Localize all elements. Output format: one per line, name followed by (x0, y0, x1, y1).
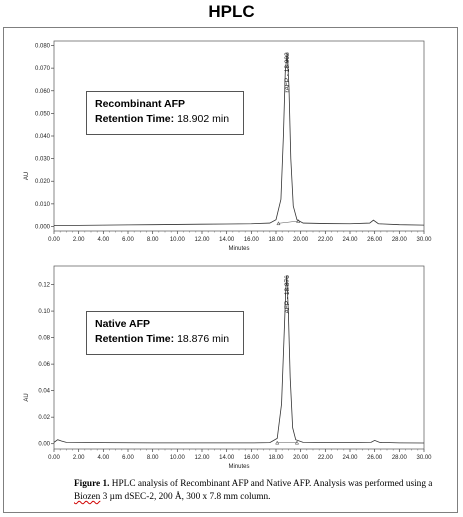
caption-underlined-word: Biozen (74, 492, 101, 502)
chromatogram-trace (54, 275, 424, 443)
y-tick-label: 0.04 (38, 388, 50, 395)
y-tick-label: 0.000 (34, 224, 50, 231)
x-tick-label: 28.00 (391, 237, 407, 243)
info-name: Native AFP (95, 318, 151, 330)
page-title: HPLC (208, 2, 255, 21)
x-tick-label: 22.00 (317, 237, 333, 243)
caption-text-2: 3 µm dSEC-2, 200 Å, 300 x 7.8 mm column. (102, 492, 271, 502)
x-tick-label: 0.00 (48, 455, 60, 461)
x-tick-label: 8.00 (146, 237, 159, 243)
info-box-native (86, 311, 244, 355)
x-tick-label: 16.00 (243, 455, 259, 461)
x-tick-label: 18.00 (268, 237, 284, 243)
x-tick-label: 14.00 (219, 455, 235, 461)
peak-label: rAFP - 18.902 (284, 52, 292, 93)
chromatogram-trace (54, 52, 424, 225)
y-tick-label: 0.070 (34, 66, 50, 73)
x-tick-label: 20.00 (293, 455, 309, 461)
x-tick-label: 24.00 (342, 237, 358, 243)
x-tick-label: 20.00 (293, 237, 309, 243)
plot-area (54, 41, 424, 231)
info-retention-time: Retention Time: 18.876 min (95, 333, 230, 345)
plot-area (54, 266, 424, 449)
x-axis-title: Minutes (228, 464, 250, 470)
y-tick-label: 0.10 (38, 309, 50, 316)
y-tick-label: 0.08 (38, 335, 50, 342)
x-tick-label: 14.00 (219, 237, 235, 243)
peak-label: AFP - 18.876 (283, 275, 291, 314)
x-tick-label: 10.00 (169, 237, 185, 243)
x-axis-title: Minutes (228, 246, 250, 252)
x-tick-label: 26.00 (367, 455, 383, 461)
x-tick-label: 12.00 (194, 237, 210, 243)
figure-caption (74, 478, 450, 504)
y-tick-label: 0.010 (34, 201, 50, 208)
info-name: Recombinant AFP (95, 98, 186, 110)
y-tick-label: 0.02 (38, 415, 50, 422)
y-tick-label: 0.080 (34, 43, 50, 50)
chart-native-afp (0, 262, 463, 477)
y-tick-label: 0.06 (38, 362, 50, 369)
info-box-recombinant (86, 91, 244, 135)
x-tick-label: 4.00 (97, 455, 110, 461)
y-axis-title: AU (24, 171, 30, 181)
x-tick-label: 22.00 (317, 455, 333, 461)
x-tick-label: 0.00 (48, 237, 60, 243)
x-tick-label: 4.00 (97, 237, 110, 243)
x-tick-label: 2.00 (72, 455, 85, 461)
x-tick-label: 18.00 (268, 455, 284, 461)
y-tick-label: 0.030 (34, 156, 50, 163)
info-retention-time: Retention Time: 18.902 min (95, 113, 230, 125)
y-tick-label: 0.12 (38, 282, 50, 289)
chart-recombinant-afp (0, 35, 463, 260)
x-tick-label: 16.00 (243, 237, 259, 243)
x-tick-label: 30.00 (416, 455, 432, 461)
baseline-trace (278, 221, 298, 223)
x-tick-label: 28.00 (391, 455, 407, 461)
y-tick-label: 0.060 (34, 88, 50, 95)
y-axis-title: AU (24, 393, 30, 402)
x-tick-label: 8.00 (146, 455, 159, 461)
x-tick-label: 6.00 (122, 455, 134, 461)
y-tick-label: 0.00 (38, 441, 50, 448)
caption-text-1: HPLC analysis of Recombinant AFP and Native AFP. Analysis was performed using a (111, 479, 433, 489)
y-tick-label: 0.040 (34, 134, 50, 140)
y-tick-label: 0.050 (34, 111, 50, 118)
x-tick-label: 12.00 (194, 455, 210, 461)
x-tick-label: 6.00 (122, 237, 134, 243)
x-tick-label: 10.00 (169, 455, 185, 461)
x-tick-label: 2.00 (72, 237, 85, 243)
y-tick-label: 0.020 (34, 179, 50, 186)
x-tick-label: 30.00 (416, 237, 432, 243)
x-tick-label: 26.00 (367, 237, 383, 243)
caption-label: Figure 1. (74, 479, 110, 489)
x-tick-label: 24.00 (342, 455, 358, 461)
